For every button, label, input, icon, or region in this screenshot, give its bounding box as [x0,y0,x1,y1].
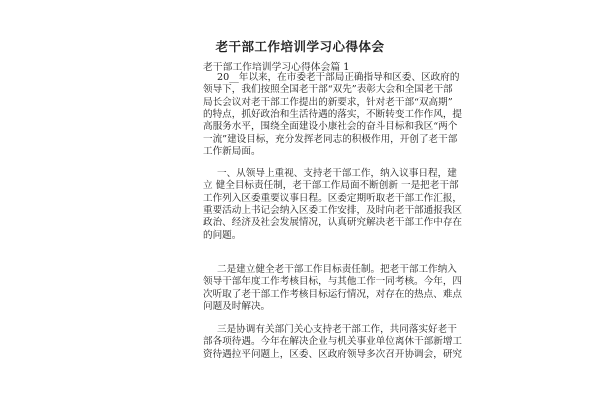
paragraph-one-line: 立 健全目标责任制，老干部工作局面不断创新 一是把老干部 [203,180,459,192]
paragraph-intro-line: 高服务水平，围绕全面建设小康社会的奋斗目标和我区“两个 [203,121,458,133]
paragraph-two-line: 问题及时解决。 [203,300,271,312]
paragraph-intro-line: 的特点，抓好政治和生活待遇的落实，不断转变工作作风，提 [203,108,463,120]
document-title: 老干部工作培训学习心得体会 [215,39,385,54]
paragraph-intro-line: 局长会议对老干部工作提出的新要求，针对老干部“双高期” [203,96,453,108]
paragraph-one-line: 一、从领导上重视、支持老干部工作，纳入议事日程，建 [217,168,457,179]
paragraph-two-line: 领导干部年度工作考核目标，与其他工作一同考核。今年，四 [203,276,463,288]
paragraph-intro-line: 一流”建设目标，充分发挥老同志的积极作用，开创了老干部 [203,133,458,145]
paragraph-one-line: 重要活动上书记会纳入区委工作安排，及时向老干部通报我区 [203,204,463,216]
paragraph-three-line: 三是协调有关部门关心支持老干部工作，共同落实好老干 [217,324,457,335]
paragraph-two-line: 次听取了老干部工作考核目标运行情况，对存在的热点、难点 [203,288,463,300]
paragraph-intro-line: 20__年以来，在市委老干部局正确指导和区委、区政府的 [217,72,460,83]
paragraph-one-line: 的问题。 [203,229,242,241]
paragraph-two-line: 二是建立健全老干部工作目标责任制。把老干部工作纳入 [217,264,457,275]
document-subtitle: 老干部工作培训学习心得体会篇 1 [203,62,350,73]
paragraph-intro-line: 工作新局面。 [203,145,261,157]
paragraph-one-line: 工作列入区委重要议事日程。区委定期听取老干部工作汇报， [203,192,463,204]
paragraph-three-line: 部各项待遇。今年在解决企业与机关事业单位离休干部新增工 [203,336,463,348]
paragraph-intro-line: 领导下，我们按照全国老干部“双先”表彰大会和全国老干部 [203,84,453,96]
paragraph-three-line: 资待遇拉平问题上，区委、区政府领导多次召开协调会，研究 [203,348,463,360]
paragraph-one-line: 政治、经济及社会发展情况，认真研究解决老干部工作中存在 [203,217,463,229]
